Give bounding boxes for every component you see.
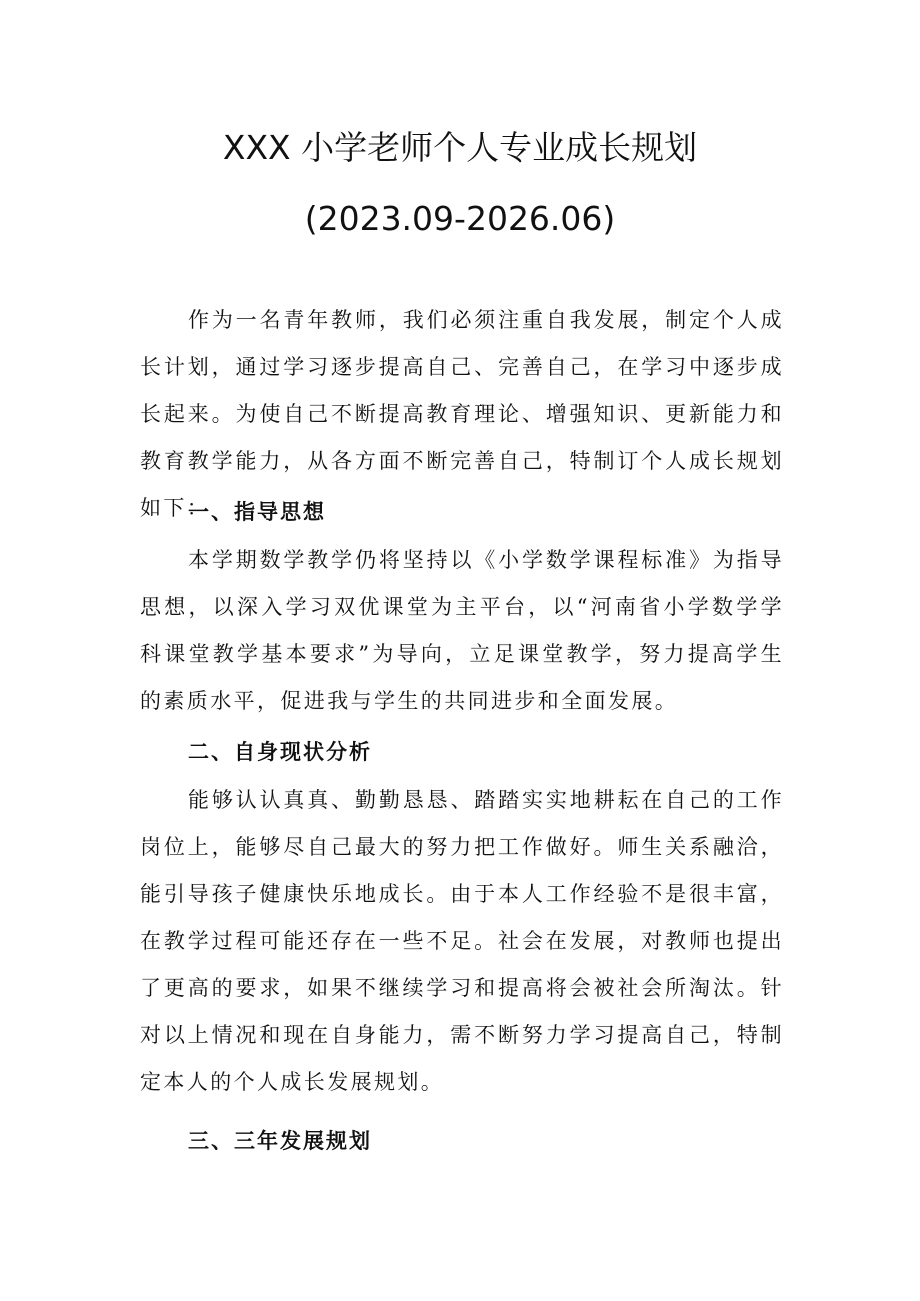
document-title: XXX 小学老师个人专业成长规划 bbox=[222, 128, 698, 167]
section-heading-self-analysis: 二、自身现状分析 bbox=[188, 740, 372, 764]
section-body-self-analysis: 能够认认真真、勤勤恳恳、踏踏实实地耕耘在自己的工作岗位上，能够尽自己最大的努力把工作做好。师生关系融洽，能引导孩子健康快乐地成长。由于本人工作经验不是很丰富，在教学过程可能还存在一些不足。社会在发展，对教师也提出了更高的要求，如果不继续学习和提高将会被社会所淘汰。针对以上情况和现在自身能力，需不断努力学习提高自己，特制定本人的个人成长发展规划。 bbox=[140, 788, 784, 1094]
section-heading-guiding-ideology: 一、指导思想 bbox=[188, 500, 326, 524]
section-body-guiding-ideology: 本学期数学教学仍将坚持以《小学数学课程标准》为指导思想，以深入学习双优课堂为主平台，以“河南省小学数学学科课堂教学基本要求”为导向，立足课堂教学，努力提高学生的素质水平，促进我与学生的共同进步和全面发展。 bbox=[140, 548, 784, 713]
intro-paragraph: 作为一名青年教师，我们必须注重自我发展，制定个人成长计划，通过学习逐步提高自己、完善自己，在学习中逐步成长起来。为使自己不断提高教育理论、增强知识、更新能力和教育教学能力，从各方面不断完善自己，特制订个人成长规划如下： bbox=[140, 308, 784, 520]
section-heading-three-year-plan: 三、三年发展规划 bbox=[188, 1129, 372, 1153]
document-subtitle: (2023.09-2026.06) bbox=[304, 199, 616, 238]
